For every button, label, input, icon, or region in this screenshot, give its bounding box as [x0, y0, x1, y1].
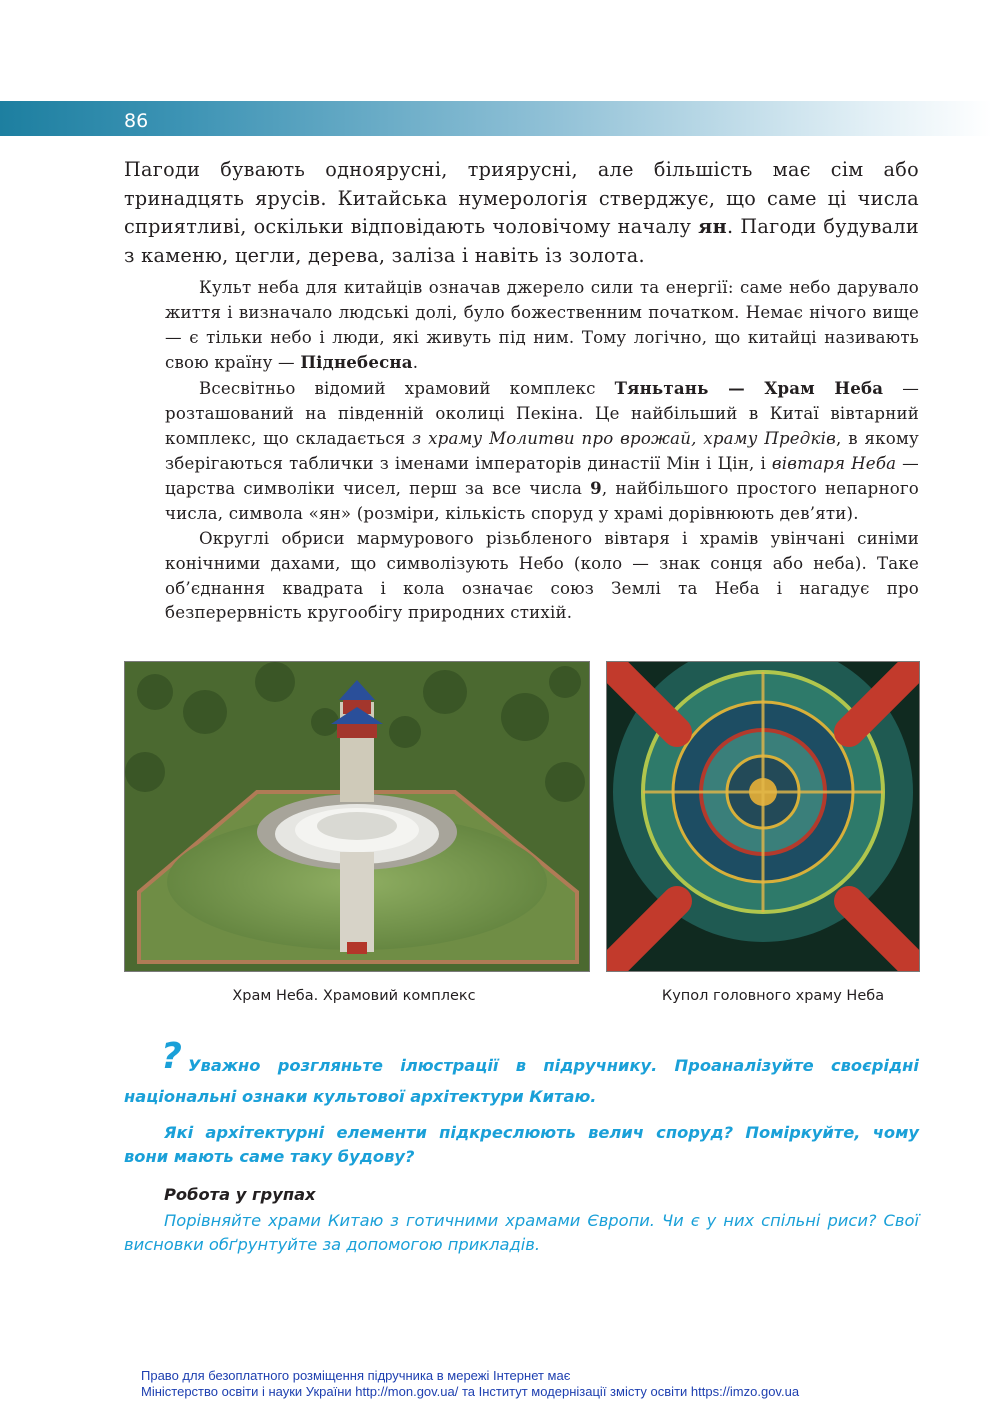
- dome-caption: Купол головного храму Неба: [661, 988, 885, 1004]
- license-footer: [141, 1368, 799, 1400]
- temple-caption: Храм Неба. Храмовий комплекс: [232, 988, 476, 1004]
- text-run: Культ неба для китайців означав джерело сили та енергії: саме небо дарувало життя і визначало людські долі, було божественним початком. Немає нічого вище — є тільки небо і люди, які живуть під ним. Тому логічно, що китайці називають свою країну —: [165, 278, 919, 373]
- dome-illustration: [607, 662, 919, 971]
- text-run: , в якому зберігаються таблички з іменами імператорів династії Мін і Цін, і: [165, 428, 919, 473]
- temple-complex-illustration: [125, 662, 589, 971]
- text-run: , найбільшого простого непарного числа, символа «ян» (розміри, кількість споруд у храмі дорівнюють дев’яти).: [165, 479, 919, 524]
- intro-paragraph: [124, 156, 919, 270]
- paragraph-sky-cult: [165, 276, 919, 376]
- group-work-title: Робота у групах: [164, 1185, 316, 1204]
- text-run: — царства символіки чисел, перш за все числа: [165, 453, 919, 499]
- page-number: 86: [124, 110, 149, 132]
- task-question-1: Уважно розгляньте ілюстрації в підручнику. Проаналізуйте своєрідні національні ознаки культової архітектури Китаю.: [124, 1056, 919, 1106]
- term-yan: ян: [698, 215, 727, 238]
- term-tiantan: Тяньтань — Храм Неба: [614, 378, 884, 399]
- text-run: — розташований на південній околиці Пекіна. Це найбільший в Китаї вівтарний комплекс, що складається: [165, 379, 919, 448]
- footer-line-2[interactable]: Міністерство освіти і науки України http://mon.gov.ua/ та Інститут модернізації змісту освіти https://imzo.gov.ua: [141, 1384, 800, 1399]
- footer-line-1: Право для безоплатного розміщення підручника в мережі Інтернет має: [141, 1368, 571, 1383]
- term-nine: 9: [590, 478, 602, 499]
- term-temples: з храму Молитви про врожай, храму Предків: [412, 428, 836, 448]
- text-run: . Пагоди будували з каменю, цегли, дерева, заліза і навіть із золота.: [124, 215, 919, 267]
- task-question-2: Які архітектурні елементи підкреслюють велич споруд? Поміркуйте, чому вони мають саме таку будову?: [124, 1123, 919, 1166]
- body-text: [165, 276, 919, 626]
- paragraph-tiantan: [165, 376, 919, 527]
- temple-of-heaven-photo: [124, 661, 590, 972]
- term-altar: вівтаря Неба: [771, 453, 897, 473]
- question-icon: ?: [161, 1036, 182, 1077]
- text-run: .: [412, 353, 419, 373]
- text-run: Пагоди бувають одноярусні, триярусні, але більшість має сім або тринадцять ярусів. Китайська нумерологія стверджує, що саме ці числа сприятливі, оскільки відповідають чоловічому началу: [124, 158, 919, 238]
- text-run: Всесвітньо відомий храмовий комплекс: [199, 379, 615, 399]
- page-header-bar: [0, 101, 992, 136]
- group-work-task: Порівняйте храми Китаю з готичними храмами Європи. Чи є у них спільні риси? Свої висновки обґрунтуйте за допомогою прикладів.: [124, 1211, 919, 1254]
- paragraph-round-shapes: Округлі обриси мармурового різьбленого вівтаря і храмів увінчані синіми конічними дахами, що символізують Небо (коло — знак сонця або неба). Таке об’єднання квадрата і кола означає союз Землі та Неба і нагадує про безперервність кругообігу природних стихій.: [165, 528, 919, 623]
- dome-photo: [606, 661, 920, 972]
- term-pidnebesna: Піднебесна: [300, 352, 413, 373]
